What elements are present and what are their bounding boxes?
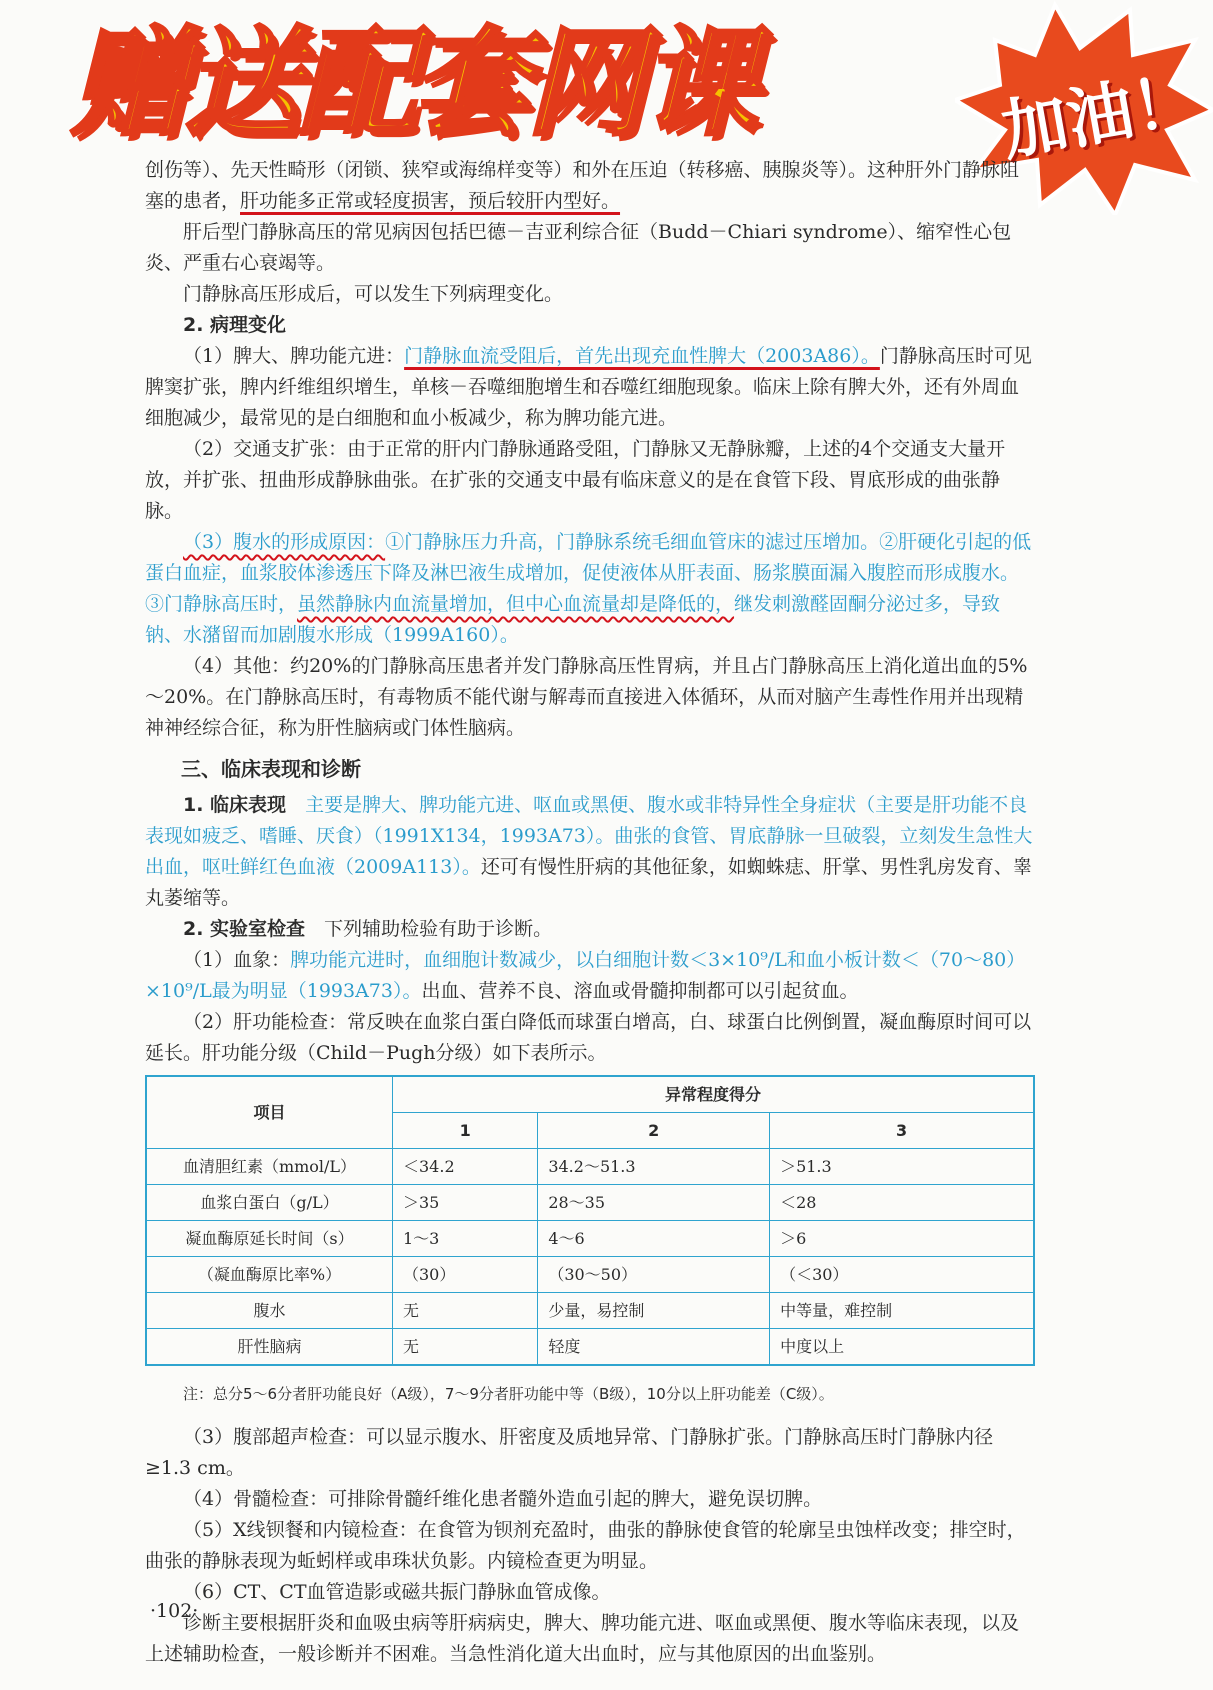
paragraph-other: （4）其他：约20%的门静脉高压患者并发门静脉高压性胃病，并且占门静脉高压上消化道出血的5%～20%。在门静脉高压时，有毒物质不能代谢与解毒而直接进入体循环，从而对脑产生毒性作用并出现精神神经综合征，称为肝性脑病或门体性脑病。 <box>145 655 1028 739</box>
paragraph-lab: 2. 实验室检查 下列辅助检验有助于诊断。 <box>183 918 553 940</box>
paragraph-liver-function: （2）肝功能检查：常反映在血浆白蛋白降低而球蛋白增高，白、球蛋白比例倒置，凝血酶原时间可以延长。肝功能分级（Child－Pugh分级）如下表所示。 <box>145 1011 1032 1064</box>
ascites-label: （3）腹水的形成原因： <box>183 531 386 553</box>
table-row: 肝性脑病 无 轻度 中度以上 <box>146 1329 1034 1366</box>
table-header-row <box>146 1076 1034 1113</box>
child-pugh-table <box>145 1075 1035 1366</box>
paragraph-ascites: （3）腹水的形成原因：①门静脉压力升高，门静脉系统毛细血管床的滤过压增加。②肝硬化引起的低蛋白血症，血浆胶体渗透压下降及淋巴液生成增加，促使液体从肝表面、肠浆膜面漏入腹腔而形成腹水。③门静脉高压时，虽然静脉内血流量增加，但中心血流量却是降低的，继发刺激醛固酮分泌过多，导致钠、水潴留而加剧腹水形成（1999A160）。 <box>145 531 1032 646</box>
paragraph-diagnosis: 诊断主要根据肝炎和血吸虫病等肝病病史，脾大、脾功能亢进、呕血或黑便、腹水等临床表现，以及上述辅助检查，一般诊断并不困难。当急性消化道大出血时，应与其他原因的出血鉴别。 <box>145 1612 1020 1665</box>
page-number: ·102· <box>150 1600 199 1622</box>
paragraph-ultrasound: （3）腹部超声检查：可以显示腹水、肝密度及质地异常、门静脉扩张。门静脉高压时门静脉内径≥1.3 cm。 <box>145 1426 994 1479</box>
table-header-score: 1 <box>393 1113 538 1149</box>
paragraph-bone-marrow: （4）骨髓检查：可排除骨髓纤维化患者髓外造血引起的脾大，避免误切脾。 <box>183 1488 823 1510</box>
paragraph-top-3: 肝后型门静脉高压的常见病因包括巴德－吉亚利综合征（Budd－Chiari syndrome）、缩窄性心包炎、严重右心衰竭等。 <box>145 221 1012 274</box>
paragraph-top-1: 创伤等）、先天性畸形（闭锁、狭窄或海绵样变等）和外在压迫（转移癌、胰腺炎等）。这种肝外门静脉阻 <box>145 159 1020 181</box>
table-row: 腹水 无 少量，易控制 中等量，难控制 <box>146 1293 1034 1329</box>
burst-badge-text: 加油！ <box>995 60 1205 171</box>
paragraph-blood: （1）血象：脾功能亢进时，血细胞计数减少，以白细胞计数＜3×10⁹/L和血小板计数＜（70～80）×10⁹/L最为明显（1993A73）。出血、营养不良、溶血或骨髓抑制都可以引起贫血。 <box>145 949 1026 1002</box>
table-header-item: 项目 <box>146 1076 393 1149</box>
promo-banner-title: 赠送配套网课 <box>70 14 755 152</box>
table-row: 血清胆红素（mmol/L） ＜34.2 34.2～51.3 ＞51.3 <box>146 1149 1034 1185</box>
table-header-score: 2 <box>538 1113 770 1149</box>
heading-pathology: 2. 病理变化 <box>183 314 287 336</box>
paragraph-splenomegaly: （1）脾大、脾功能亢进：门静脉血流受阻后，首先出现充血性脾大（2003A86）。门静脉高压时可见脾窦扩张，脾内纤维组织增生，单核－吞噬细胞增生和吞噬红细胞现象。临床上除有脾大外，还有外周血细胞减少，最常见的是白细胞和血小板减少，称为脾功能亢进。 <box>145 345 1032 429</box>
paragraph-collaterals: （2）交通支扩张：由于正常的肝内门静脉通路受阻，门静脉又无静脉瓣，上述的4个交通支大量开放，并扩张、扭曲形成静脉曲张。在扩张的交通支中最有临床意义的是在食管下段、胃底形成的曲张静脉。 <box>145 438 1006 522</box>
table-row: （凝血酶原比率%） （30） （30～50） （＜30） <box>146 1257 1034 1293</box>
paragraph-top-4: 门静脉高压形成后，可以发生下列病理变化。 <box>183 283 564 305</box>
wavy-underline-highlight: 虽然静脉内血流量增加，但中心血流量却是降低的， <box>297 593 735 615</box>
paragraph-ct: （6）CT、CT血管造影或磁共振门静脉血管成像。 <box>183 1581 611 1603</box>
blue-highlight-splenomegaly: 门静脉血流受阻后，首先出现充血性脾大（2003A86）。 <box>404 345 880 367</box>
table-note: 注：总分5～6分者肝功能良好（A级），7～9分者肝功能中等（B级），10分以上肝功能差（C级）。 <box>183 1385 834 1403</box>
red-underline-highlight: 肝功能多正常或轻度损害，预后较肝内型好。 <box>240 190 621 212</box>
table-header-group: 异常程度得分 <box>393 1076 1035 1113</box>
paragraph-manifestations: 1. 临床表现 主要是脾大、脾功能亢进、呕血或黑便、腹水或非特异性全身症状（主要是肝功能不良表现如疲乏、嗜睡、厌食）（1991X134，1993A73）。曲张的食管、胃底静脉一旦破裂，立刻发生急性大出血，呕吐鲜红色血液（2009A113）。还可有慢性肝病的其他征象，如蜘蛛痣、肝掌、男性乳房发育、睾丸萎缩等。 <box>145 794 1033 909</box>
table-header-score: 3 <box>770 1113 1034 1149</box>
table-row: 凝血酶原延长时间（s） 1～3 4～6 ＞6 <box>146 1221 1034 1257</box>
table-row: 血浆白蛋白（g/L） ＞35 28～35 ＜28 <box>146 1185 1034 1221</box>
textbook-page <box>145 155 1037 1670</box>
paragraph-barium: （5）X线钡餐和内镜检查：在食管为钡剂充盈时，曲张的静脉使食管的轮廓呈虫蚀样改变；排空时，曲张的静脉表现为蚯蚓样或串珠状负影。内镜检查更为明显。 <box>145 1519 1026 1572</box>
heading-clinical: 三、临床表现和诊断 <box>181 757 361 781</box>
promo-banner <box>70 8 950 158</box>
paragraph-top-2: 塞的患者，肝功能多正常或轻度损害，预后较肝内型好。 <box>145 190 621 212</box>
